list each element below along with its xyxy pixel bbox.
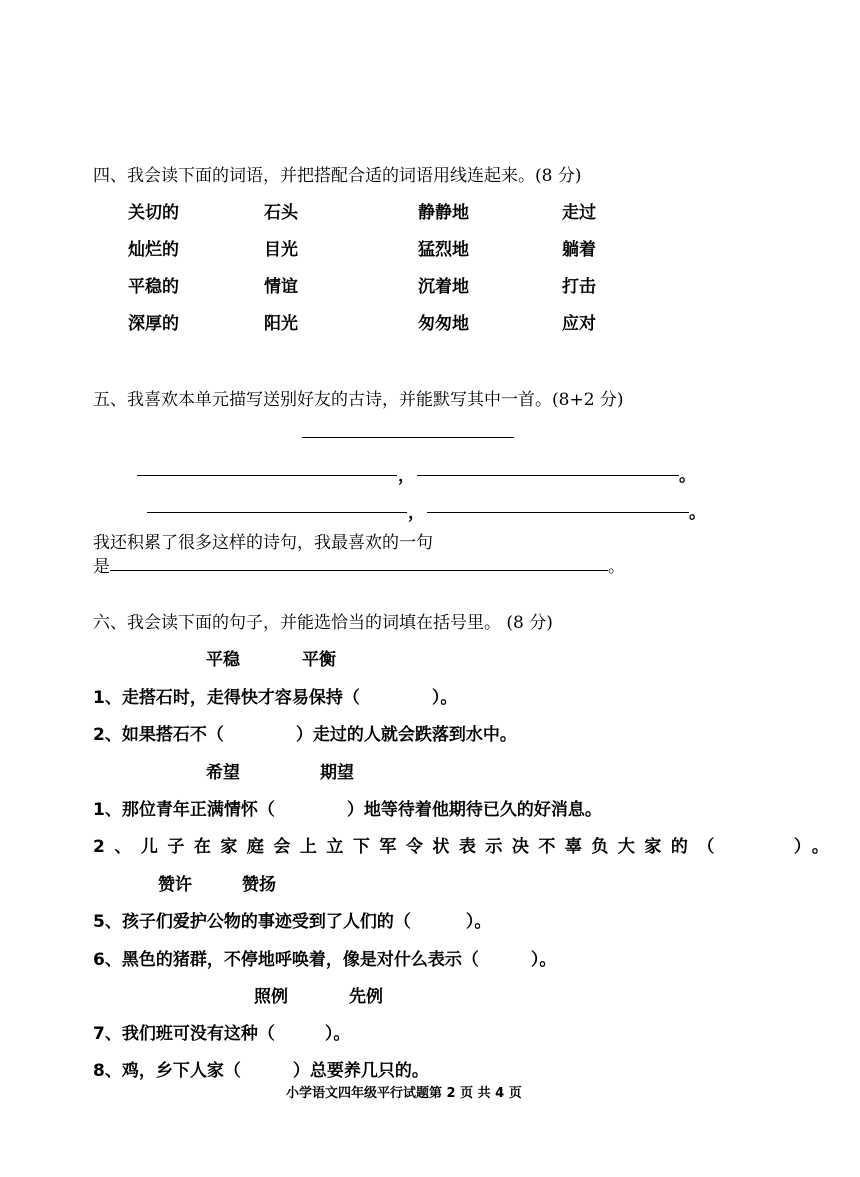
word-col2-2: 目光 bbox=[264, 240, 298, 260]
word-col1-4: 深厚的 bbox=[128, 314, 179, 334]
word-col1-3: 平稳的 bbox=[128, 277, 179, 297]
question-7 bbox=[93, 1019, 350, 1044]
word-col1-2: 灿烂的 bbox=[128, 240, 179, 260]
word-col3-4: 匆匆地 bbox=[418, 314, 469, 334]
question-7-text: 7、我们班可没有这种（ bbox=[93, 1024, 275, 1044]
word-col2-1: 石头 bbox=[264, 203, 298, 223]
question-8 bbox=[93, 1056, 429, 1081]
poem-period-2: 。 bbox=[689, 503, 706, 523]
question-5 bbox=[93, 907, 491, 932]
choice-word-2a: 希望 bbox=[206, 763, 240, 783]
poem-line1-blank-a[interactable] bbox=[137, 475, 397, 476]
choice-word-3a: 赞许 bbox=[158, 875, 192, 895]
word-col2-4: 阳光 bbox=[264, 314, 298, 334]
poem-line2-blank-a[interactable] bbox=[147, 512, 407, 513]
word-col4-3: 打击 bbox=[562, 277, 596, 297]
word-col3-3: 沉着地 bbox=[418, 277, 469, 297]
choice-word-1b: 平衡 bbox=[302, 650, 336, 670]
question-3 bbox=[93, 795, 602, 820]
extra-poem-blank[interactable] bbox=[110, 570, 608, 571]
question-2-text: 2、如果搭石不（ bbox=[93, 725, 224, 745]
section5-title: 五、我喜欢本单元描写送别好友的古诗，并能默写其中一首。(8+2 分) bbox=[93, 390, 624, 410]
question-1-end: ）。 bbox=[431, 688, 458, 708]
word-col2-3: 情谊 bbox=[264, 277, 298, 297]
question-2-end: ）走过的人就会跌落到水中。 bbox=[295, 725, 517, 745]
word-col4-4: 应对 bbox=[562, 314, 596, 334]
poem-comma-1: ， bbox=[398, 466, 415, 486]
extra-poem-period: 。 bbox=[608, 557, 625, 577]
section4-title: 四、我会读下面的词语，并把搭配合适的词语用线连起来。(8 分) bbox=[93, 166, 582, 186]
section6-title: 六、我会读下面的句子，并能选恰当的词填在括号里。 (8 分) bbox=[93, 613, 553, 633]
question-1-text: 1、走搭石时，走得快才容易保持（ bbox=[93, 688, 360, 708]
choice-word-2b: 期望 bbox=[320, 763, 354, 783]
choice-word-4a: 照例 bbox=[254, 987, 288, 1007]
poem-line2-blank-b[interactable] bbox=[427, 512, 689, 513]
question-7-end: ）。 bbox=[324, 1024, 351, 1044]
question-6 bbox=[93, 945, 556, 970]
word-col1-1: 关切的 bbox=[128, 203, 179, 223]
question-1 bbox=[93, 683, 457, 708]
poem-comma-2: ， bbox=[408, 503, 425, 523]
choice-word-4b: 先例 bbox=[349, 987, 383, 1007]
poem-period-1: 。 bbox=[679, 466, 696, 486]
poem-title-blank[interactable] bbox=[302, 437, 514, 438]
question-5-end: ）。 bbox=[465, 912, 492, 932]
question-8-end: ）总要养几只的。 bbox=[292, 1061, 429, 1081]
poem-line1-blank-b[interactable] bbox=[417, 475, 679, 476]
question-5-text: 5、孩子们爱护公物的事迹受到了人们的（ bbox=[93, 912, 411, 932]
question-4-text: 2、儿子在家庭会上立下军令状表示决不辜负大家的（ bbox=[93, 837, 724, 857]
extra-poem-prompt: 我还积累了很多这样的诗句，我最喜欢的一句 bbox=[93, 533, 433, 553]
question-4-end: ）。 bbox=[793, 837, 839, 857]
word-col4-2: 躺着 bbox=[562, 240, 596, 260]
question-8-text: 8、鸡，乡下人家（ bbox=[93, 1061, 241, 1081]
extra-poem-prefix: 是 bbox=[93, 557, 110, 577]
question-6-text: 6、黑色的猪群，不停地呼唤着，像是对什么表示（ bbox=[93, 950, 479, 970]
word-col4-1: 走过 bbox=[562, 203, 596, 223]
question-6-end: ）。 bbox=[530, 950, 557, 970]
word-col3-1: 静静地 bbox=[418, 203, 469, 223]
choice-word-1a: 平稳 bbox=[206, 650, 240, 670]
question-4 bbox=[93, 832, 838, 857]
choice-word-3b: 赞扬 bbox=[242, 875, 276, 895]
question-3-end: ）地等待着他期待已久的好消息。 bbox=[346, 800, 602, 820]
page-footer: 小学语文四年级平行试题第 2 页 共 4 页 bbox=[286, 1086, 522, 1101]
question-3-text: 1、那位青年正满情怀（ bbox=[93, 800, 275, 820]
question-2 bbox=[93, 720, 517, 745]
word-col3-2: 猛烈地 bbox=[418, 240, 469, 260]
